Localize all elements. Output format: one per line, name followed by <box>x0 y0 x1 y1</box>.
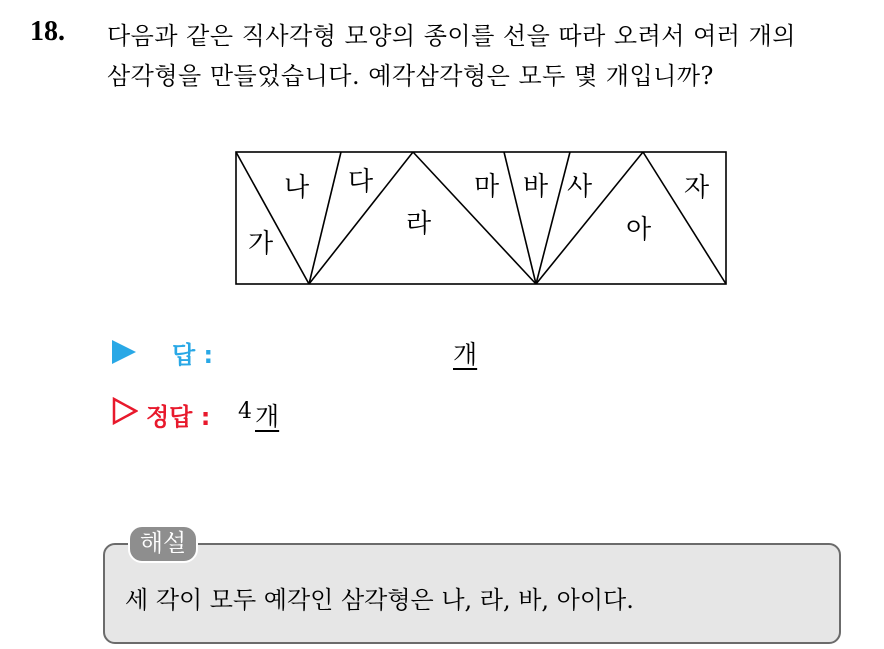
figure-label-ra: 라 <box>406 209 432 239</box>
correct-answer-unit: 개 <box>255 402 280 431</box>
question-text-line-2: 삼각형을 만들었습니다. 예각삼각형은 모두 몇 개입니까? <box>107 62 714 90</box>
correct-answer-value: 4 <box>238 399 252 424</box>
cut-line <box>236 152 309 284</box>
figure-label-a: 아 <box>626 215 652 245</box>
figure-label-ba: 바 <box>523 172 549 202</box>
answer-row <box>112 335 532 369</box>
question-number: 18. <box>30 16 65 47</box>
correct-answer-label: 정답 : <box>146 403 211 431</box>
figure-label-ga: 가 <box>248 229 274 259</box>
figure-label-na: 나 <box>284 173 310 203</box>
question-text-line-1: 다음과 같은 직사각형 모양의 종이를 선을 따라 오려서 여러 개의 <box>107 22 796 50</box>
figure-label-ma: 마 <box>474 172 500 202</box>
figure-label-da: 다 <box>348 167 374 197</box>
answer-label: 답 : <box>172 341 214 369</box>
play-marker-icon <box>112 340 136 364</box>
figure-label-sa: 사 <box>567 172 593 202</box>
figure-label-ja: 자 <box>684 173 710 203</box>
answer-unit: 개 <box>453 340 478 369</box>
outline-play-marker-icon <box>112 397 138 425</box>
cut-line <box>643 152 726 284</box>
explanation-text: 세 각이 모두 예각인 삼각형은 나, 라, 바, 아이다. <box>125 586 634 614</box>
explanation-tag: 해설 <box>128 525 198 563</box>
correct-answer-row <box>112 395 532 431</box>
